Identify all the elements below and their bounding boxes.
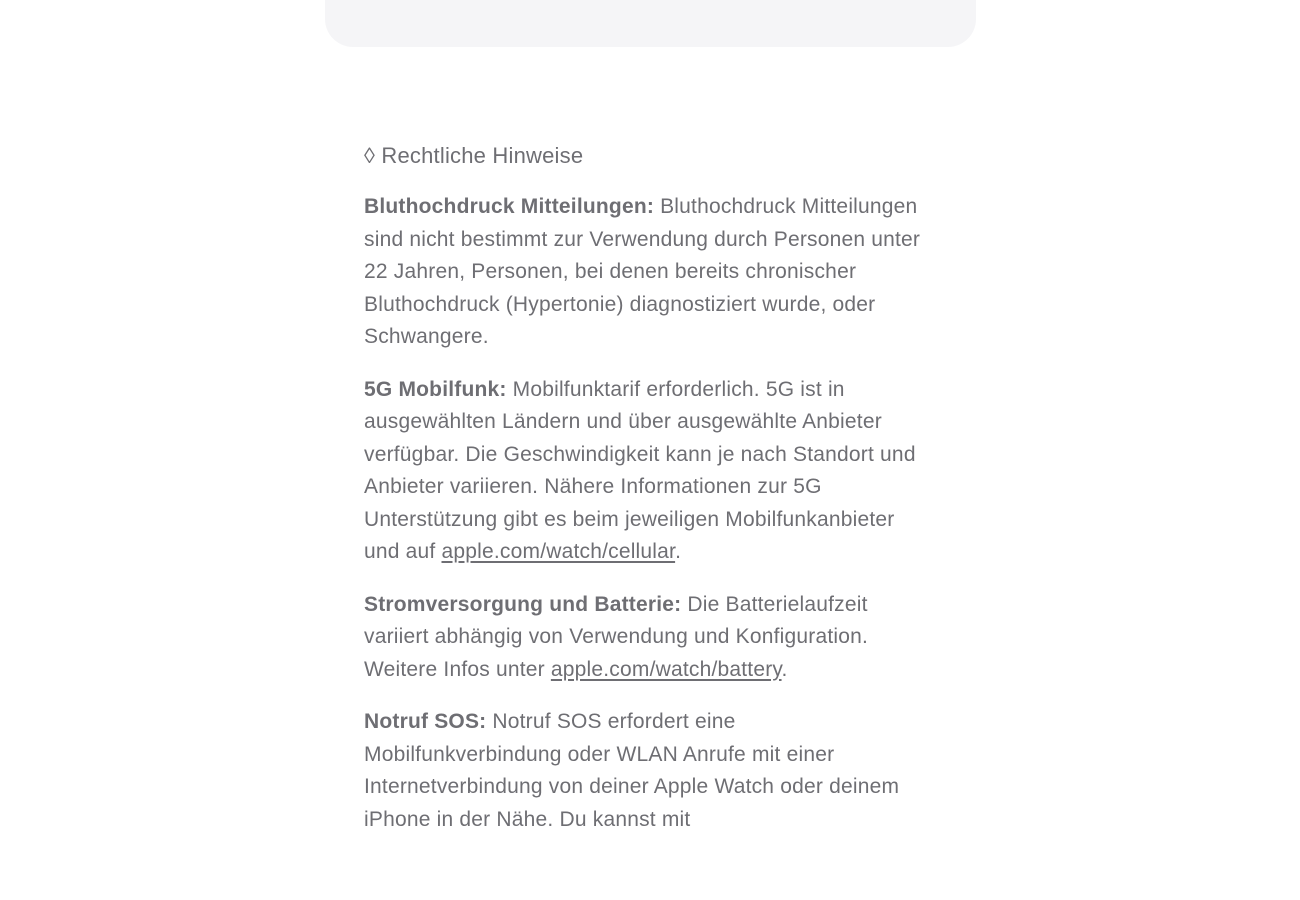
cellular-link[interactable]: apple.com/watch/cellular (441, 540, 676, 563)
legal-paragraph-notruf-sos (364, 706, 936, 836)
paragraph-label: 5G Mobilfunk: (364, 377, 507, 401)
paragraph-label: Stromversorgung und Batterie: (364, 592, 682, 616)
paragraph-label: Bluthochdruck Mitteilungen: (364, 195, 655, 218)
paragraph-label: Notruf SOS: (364, 710, 487, 733)
paragraph-text: Die Batterielaufzeit variiert abhängig von Verwendung und Konfiguration. Weitere Infos unter (364, 592, 869, 681)
paragraph-text: Notruf SOS erfordert eine Mobilfunkverbindung oder WLAN Anrufe mit einer Internetverbindung von deiner Apple Watch oder deinem iPhone in der Nähe. Du kannst mit (364, 710, 900, 831)
content-card-bottom (325, 0, 976, 47)
paragraph-text: Mobilfunktarif erforderlich. 5G ist in ausgewählten Ländern und über ausgewählte Anbieter verfügbar. Die Geschwindigkeit kann je nach Standort und Anbieter variieren. Nähere Informationen zur 5G Unterstützung gibt es beim jeweiligen Mobilfunkanbieter und auf (364, 377, 916, 563)
paragraph-text-after-link: . (781, 657, 788, 681)
legal-heading: ◊ Rechtliche Hinweise (364, 143, 584, 168)
legal-paragraph-5g-mobilfunk (364, 374, 936, 569)
legal-notices-section (364, 140, 936, 856)
legal-paragraph-bluthochdruck (364, 191, 936, 354)
battery-link[interactable]: apple.com/watch/battery (550, 657, 782, 681)
legal-paragraph-batterie (364, 589, 936, 687)
paragraph-text-after-link: . (675, 540, 682, 563)
paragraph-text: Bluthochdruck Mitteilungen sind nicht bestimmt zur Verwendung durch Personen unter 22 Jahren, Personen, bei denen bereits chronischer Bluthochdruck (Hypertonie) diagnostiziert wurde, oder Schwangere. (364, 195, 921, 348)
